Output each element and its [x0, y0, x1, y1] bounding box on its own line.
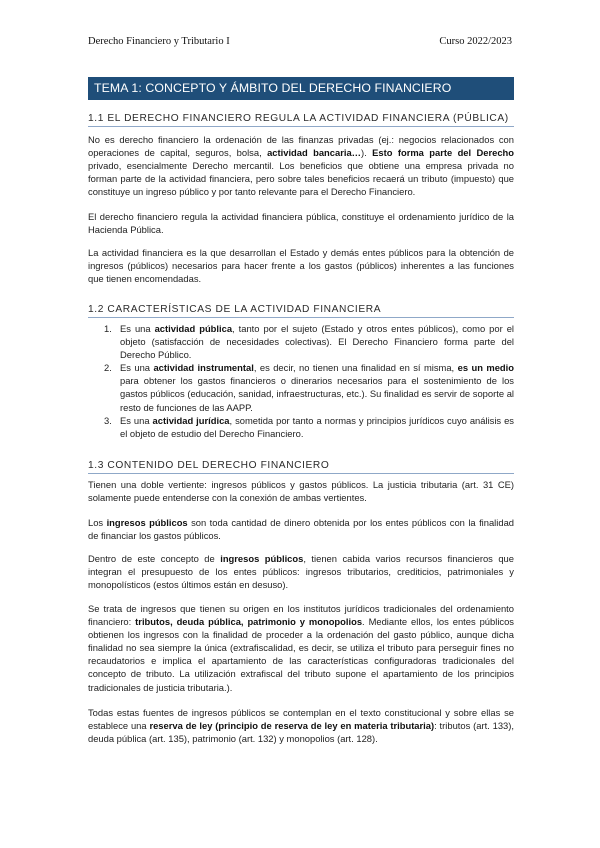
section-heading-1-2: 1.2 CARACTERÍSTICAS DE LA ACTIVIDAD FINANCIERA [88, 304, 514, 318]
list-item: 3. Es una actividad jurídica, sometida por tanto a normas y principios jurídicos cuyo análisis es el objeto de estudio del Derecho Financiero. [104, 414, 514, 439]
page-header [88, 36, 512, 50]
characteristics-list [88, 322, 514, 440]
chapter-title: TEMA 1: CONCEPTO Y ÁMBITO DEL DERECHO FINANCIERO [88, 77, 514, 100]
paragraph-1-1-b: El derecho financiero regula la actividad financiera pública, constituye el ordenamiento jurídico de la Hacienda Pública. [88, 211, 514, 236]
paragraph-1-3-a: Tienen una doble vertiente: ingresos públicos y gastos públicos. La justicia tributaria (art. 31 CE) solamente puede entenderse con la conexión de ambas vertientes. [88, 479, 514, 504]
section-heading-1-3: 1.3 CONTENIDO DEL DERECHO FINANCIERO [88, 460, 514, 474]
paragraph-1-3-b: Los ingresos públicos son toda cantidad de dinero obtenida por los entes públicos con la finalidad de financiar los gastos públicos. [88, 517, 514, 542]
header-course-name: Derecho Financiero y Tributario I [88, 36, 230, 47]
paragraph-1-1-a: No es derecho financiero la ordenación de las finanzas privadas (ej.: negocios relacionados con operaciones de capital, seguros, bolsa, actividad bancaria…). Esto forma parte del Derecho privado, esencialmente Derecho mercantil. Los beneficios que obtiene una empresa privada no forman parte de la actividad financiera, pero sobre tales beneficios recaerá un tributo (impuesto) que constituye un ingreso público y por tanto relevante para el Derecho Financiero. [88, 134, 515, 198]
paragraph-1-1-c: La actividad financiera es la que desarrollan el Estado y demás entes públicos para la obtención de ingresos (públicos) necesarios para hacer frente a los gastos (públicos) inherentes a las funciones que tienen encomendadas. [88, 247, 514, 285]
paragraph-1-3-e: Todas estas fuentes de ingresos públicos se contemplan en el texto constitucional y sobre ellas se establece una reserva de ley (principio de reserva de ley en materia tributaria): tributos (art. 133), deuda pública (art. 135), patrimonio (art. 132) y monopolios (art. 128). [88, 707, 515, 745]
list-item: 1. Es una actividad pública, tanto por el sujeto (Estado y otros entes públicos), como por el objeto (satisfacción de necesidades colectivas). El Derecho Financiero forma parte del Derecho Público. [104, 323, 515, 361]
list-item: 2. Es una actividad instrumental, es decir, no tienen una finalidad en sí misma, es un medio para obtener los gastos financieros o dinerarios necesarios para el sostenimiento de los gastos públicos (educación, sanidad, infraestructuras, etc.). Su finalidad es servir de soporte al resto de funciones de las AAPP. [104, 362, 514, 413]
section-heading-1-1: 1.1 EL DERECHO FINANCIERO REGULA LA ACTIVIDAD FINANCIERA (PÚBLICA) [88, 113, 514, 127]
header-academic-year: Curso 2022/2023 [439, 36, 512, 47]
paragraph-1-3-c: Dentro de este concepto de ingresos públicos, tienen cabida varios recursos financieros que integran el presupuesto de los entes públicos: ingresos tributarios, crediticios, patrimoniales y monopolísticos (estos últimos están en desuso). [88, 553, 514, 591]
paragraph-1-3-d: Se trata de ingresos que tienen su origen en los institutos jurídicos tradicionales del ordenamiento financiero: tributos, deuda pública, patrimonio y monopolios. Mediante ellos, los entes públicos obtienen los ingresos con la finalidad de proceder a la ordenación del gasto público, aunque dicha finalidad no sea siempre la única (extrafiscalidad, es decir, se utiliza el tributo para perseguir fines no recaudatorios e implica el apartamiento de las características configuradoras tradicionales del concepto de tributo. La utilización extrafiscal del tributo supone el apartamiento de los principios tradicionales de justicia tributaria.). [88, 603, 514, 693]
